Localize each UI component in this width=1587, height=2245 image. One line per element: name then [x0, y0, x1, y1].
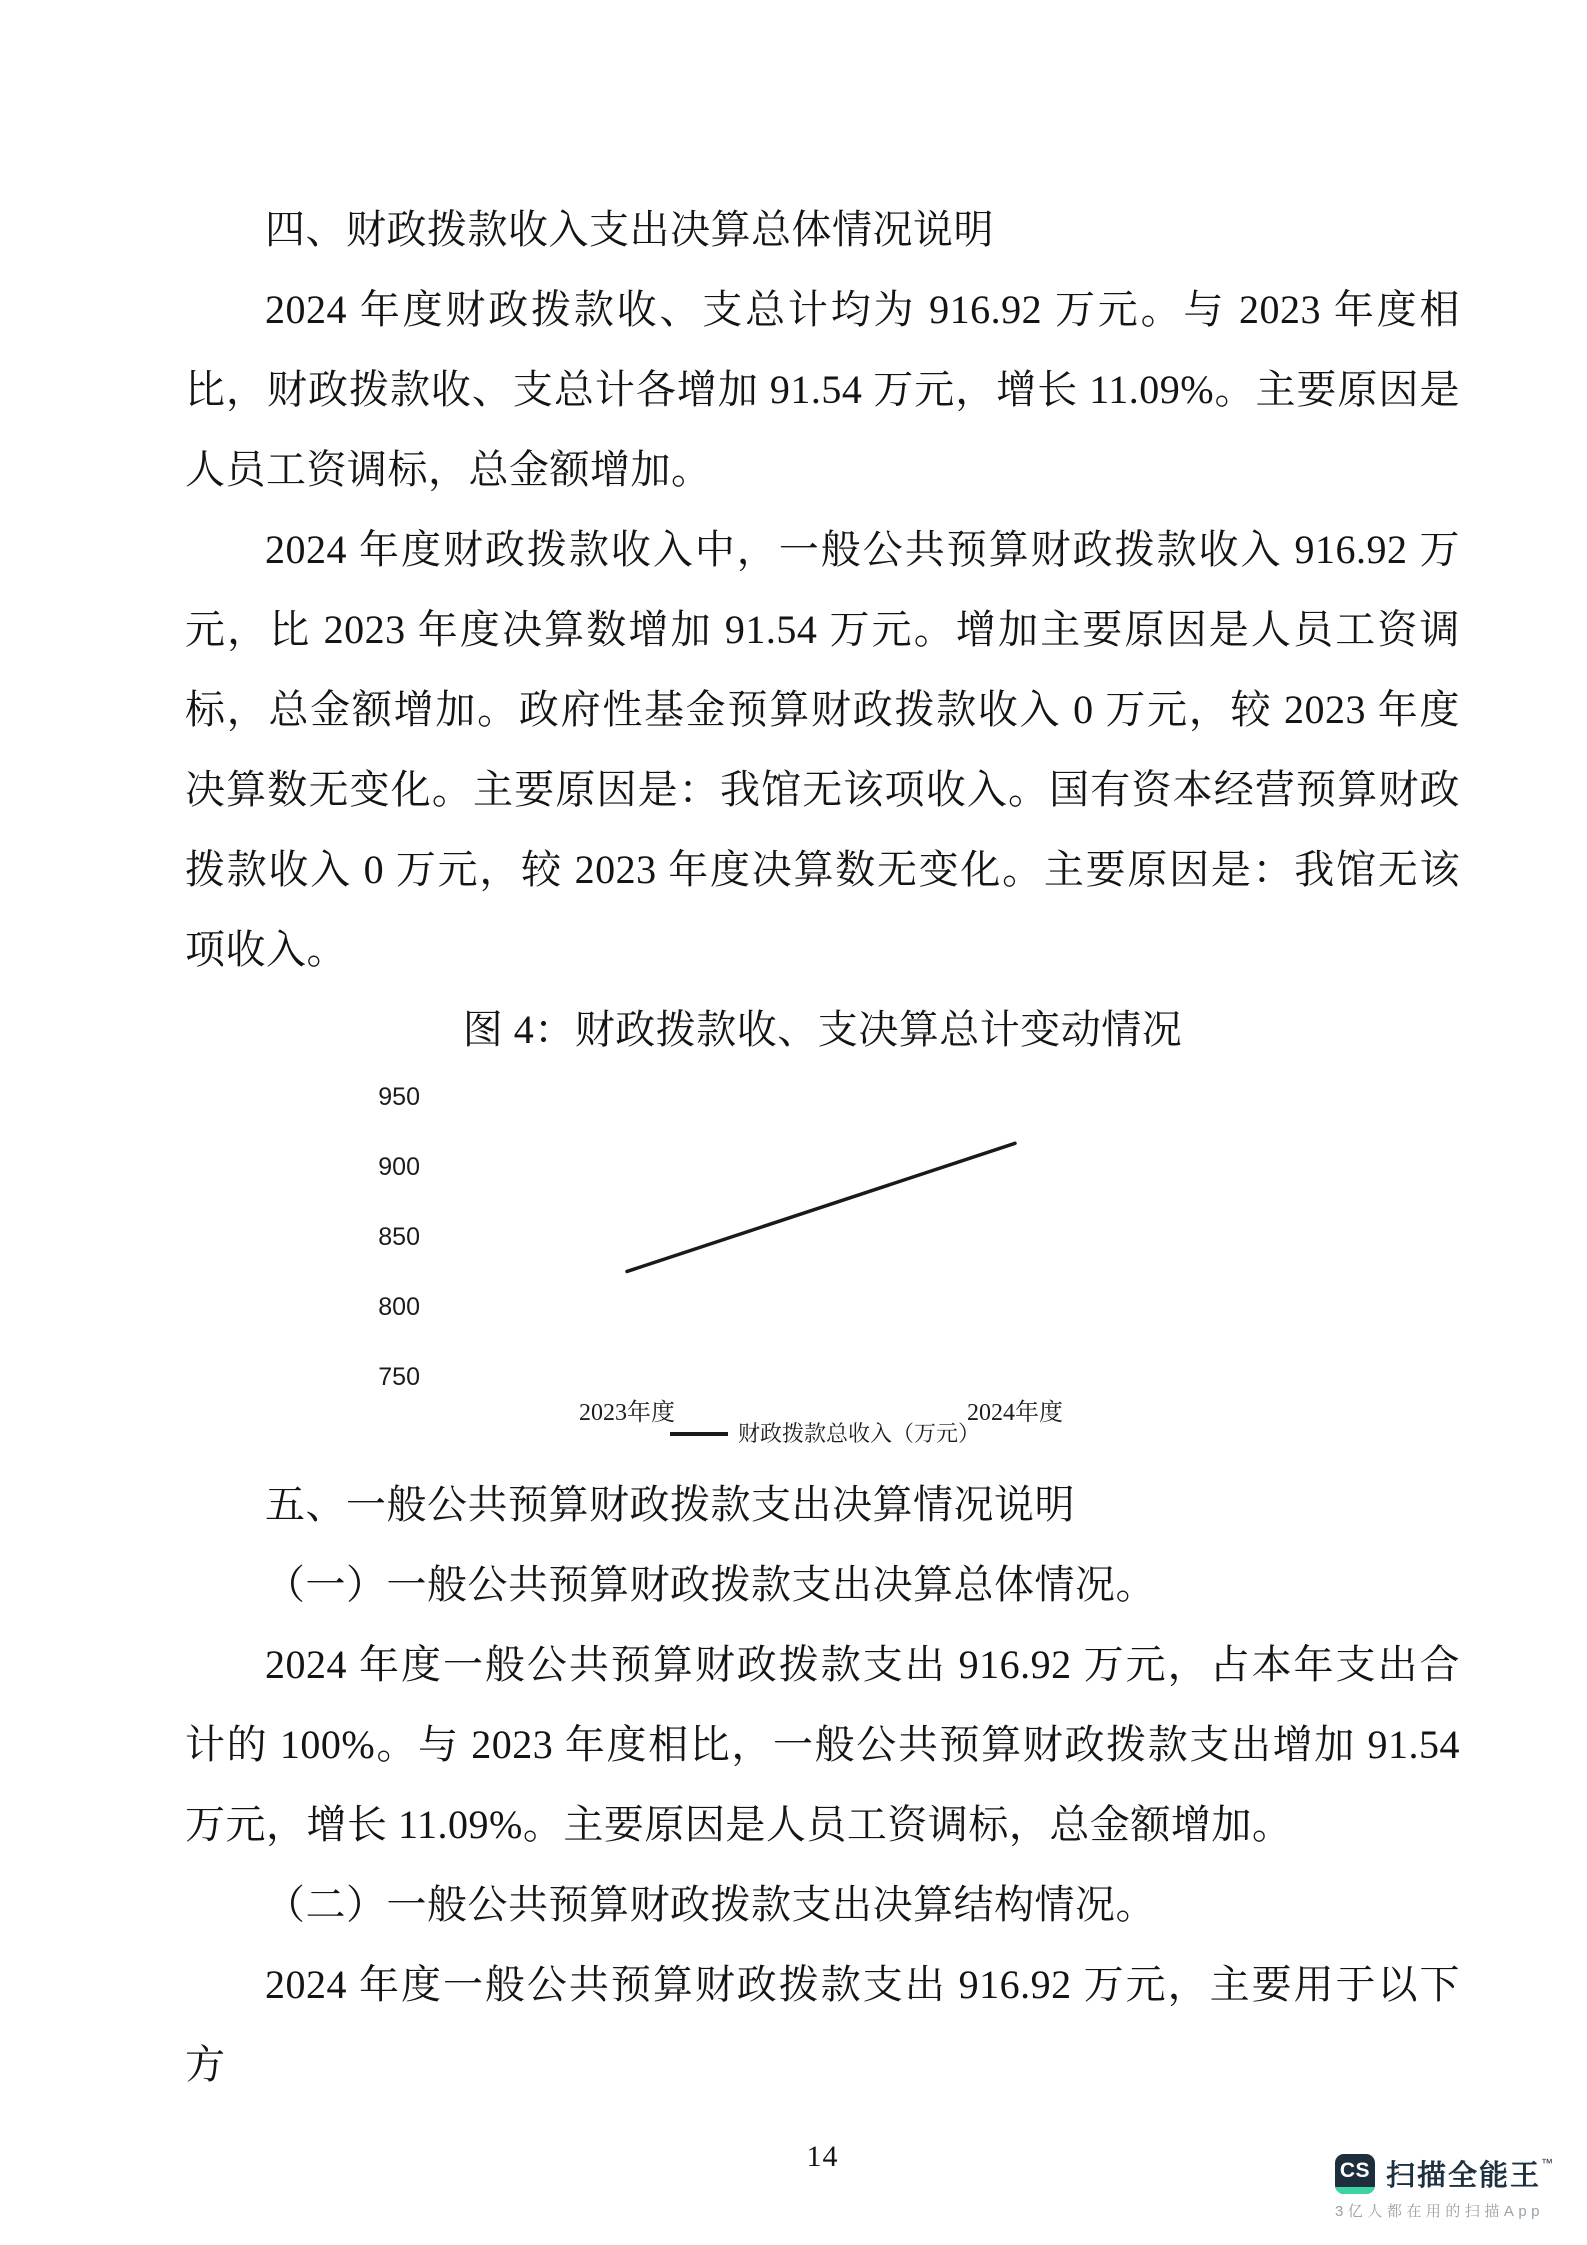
y-axis-tick-label: 950 [378, 1083, 420, 1111]
x-axis-label: 2023年度 [579, 1400, 675, 1426]
section4-paragraph-2: 2024 年度财政拨款收入中，一般公共预算财政拨款收入 916.92 万元，比 2023 年度决算数增加 91.54 万元。增加主要原因是人员工资调标，总金额增加。政府性基金预算财政拨款收入 0 万元，较 2023 年度决算数无变化。主要原因是：我馆无该项收入。国有资本经营预算财政拨款收入 0 万元，较 2023 年度决算数无变化。主要原因是：我馆无该项收入。 [185, 527, 1460, 972]
page-number: 14 [806, 2140, 839, 2173]
document-body [185, 0, 1460, 2177]
y-axis-tick-label: 750 [378, 1363, 420, 1391]
revenue-line-series [627, 1143, 1015, 1271]
icon-accent-strip [1335, 2187, 1375, 2194]
section5-heading: 五、一般公共预算财政拨款支出决算情况说明 [265, 1482, 1075, 1527]
section5-paragraph-2: 2024 年度一般公共预算财政拨款支出 916.92 万元，主要用于以下方 [185, 1962, 1460, 2087]
scanner-app-name [1386, 2153, 1553, 2194]
y-axis-tick-label: 850 [378, 1223, 420, 1251]
scanner-watermark [1335, 2153, 1553, 2221]
section5-paragraph-1: 2024 年度一般公共预算财政拨款支出 916.92 万元，占本年支出合计的 100%。与 2023 年度相比，一般公共预算财政拨款支出增加 91.54 万元，增长 11.09%。主要原因是人员工资调标，总金额增加。 [185, 1642, 1460, 1847]
legend-label: 财政拨款总收入（万元） [738, 1421, 981, 1446]
section5-subitem-1: （一）一般公共预算财政拨款支出决算总体情况。 [265, 1562, 1156, 1607]
figure4-line-chart [360, 1070, 1160, 1465]
chart-legend [670, 1420, 980, 1448]
section4-heading: 四、财政拨款收入支出决算总体情况说明 [265, 207, 994, 252]
app-name-text: 扫描全能王 [1385, 2160, 1541, 2192]
legend-line-swatch [670, 1432, 728, 1436]
y-axis-tick-label: 800 [378, 1293, 420, 1321]
section5-subitem-2: （二）一般公共预算财政拨款支出决算结构情况。 [265, 1882, 1156, 1927]
x-axis-label: 2024年度 [967, 1400, 1063, 1426]
camscanner-app-icon [1335, 2154, 1375, 2194]
scanner-badge-row [1335, 2153, 1553, 2194]
cs-logo-letters: CS [1339, 2159, 1371, 2182]
trademark-symbol: ™ [1541, 2156, 1553, 2170]
scanner-tagline: 3亿人都在用的扫描App [1334, 2203, 1545, 2220]
figure4-caption: 图 4：财政拨款收、支决算总计变动情况 [462, 1007, 1183, 1052]
section4-paragraph-1: 2024 年度财政拨款收、支总计均为 916.92 万元。与 2023 年度相比，财政拨款收、支总计各增加 91.54 万元，增长 11.09%。主要原因是人员工资调标，总金额增加。 [185, 287, 1460, 492]
y-axis-tick-label: 900 [378, 1153, 420, 1181]
